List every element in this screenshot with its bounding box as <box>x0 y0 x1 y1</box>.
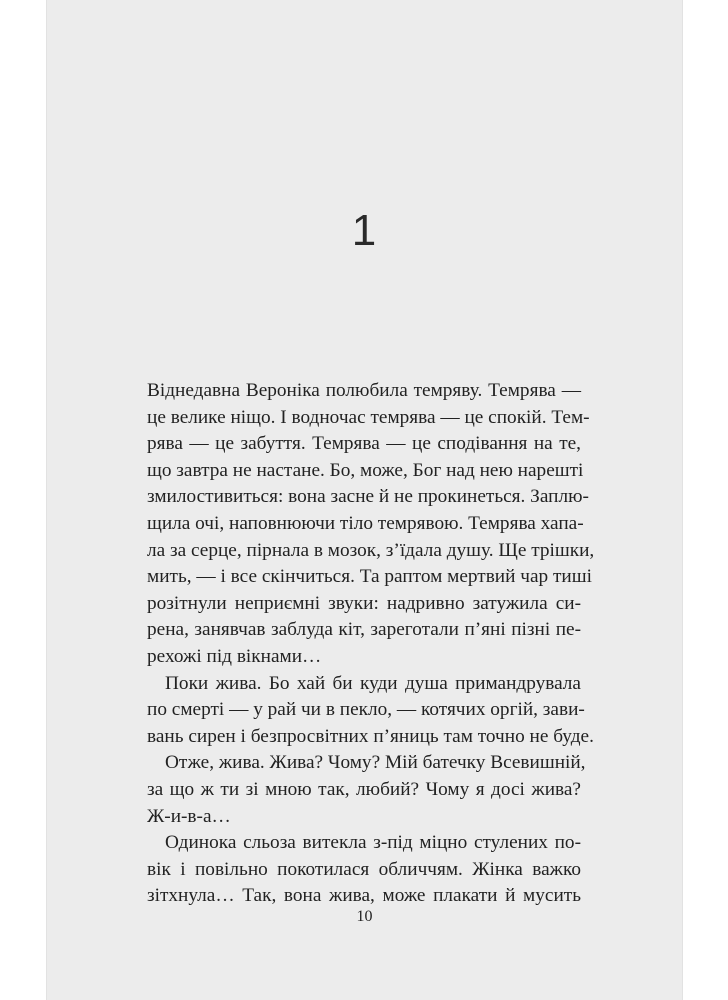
text-line: за що ж ти зі мною так, любий? Чому я досі жива? <box>147 778 581 800</box>
chapter-body-text <box>147 378 595 910</box>
paragraph <box>147 830 581 910</box>
text-line: Віднедавна Вероніка полюбила темряву. Темрява — <box>147 380 581 401</box>
text-line: Отже, жива. Жива? Чому? Мій батечку Всевишній, <box>165 752 586 774</box>
text-line: це велике ніщо. І водночас темрява — це спокій. Тем- <box>147 406 590 428</box>
chapter-number: 1 <box>351 206 378 255</box>
book-page <box>47 0 682 1000</box>
text-line: зітхнула… Так, вона жива, може плакати й мусить <box>147 885 581 907</box>
paragraph <box>147 378 595 671</box>
text-line: рехожі під вікнами… <box>147 645 322 667</box>
text-line: Одинока сльоза витекла з-під міцно стулених по- <box>165 832 581 854</box>
text-line: змилостивиться: вона засне й не прокинеться. Заплю- <box>147 486 589 508</box>
text-line: вань сирен і безпросвітних п’яниць там точно не буде. <box>147 725 594 747</box>
text-line: по смерті — у рай чи в пекло, — котячих оргій, зави- <box>147 699 585 721</box>
text-line: ла за серце, пірнала в мозок, з’їдала душу. Ще трішки, <box>147 539 595 561</box>
text-line: вік і повільно покотилася обличчям. Жінка важко <box>147 858 581 880</box>
text-line: розітнули неприємні звуки: надривно затужила си- <box>147 592 581 614</box>
text-line: рена, занявчав заблуда кіт, зареготали п’яні пізні пе- <box>147 619 581 641</box>
page-number: 10 <box>356 908 373 925</box>
paragraph <box>147 750 586 830</box>
text-line: Поки жива. Бо хай би куди душа примандрувала <box>165 672 581 694</box>
paragraph <box>147 671 594 751</box>
text-line: рява — це забуття. Темрява — це сподівання на те, <box>147 433 581 455</box>
text-line: мить, — і все скінчиться. Та раптом мертвий чар тиші <box>147 566 592 588</box>
text-line: Ж-и-в-а… <box>147 805 231 827</box>
text-line: щила очі, наповнюючи тіло темрявою. Темрява хапа- <box>147 512 584 534</box>
text-line: що завтра не настане. Бо, може, Бог над нею нарешті <box>147 459 584 481</box>
